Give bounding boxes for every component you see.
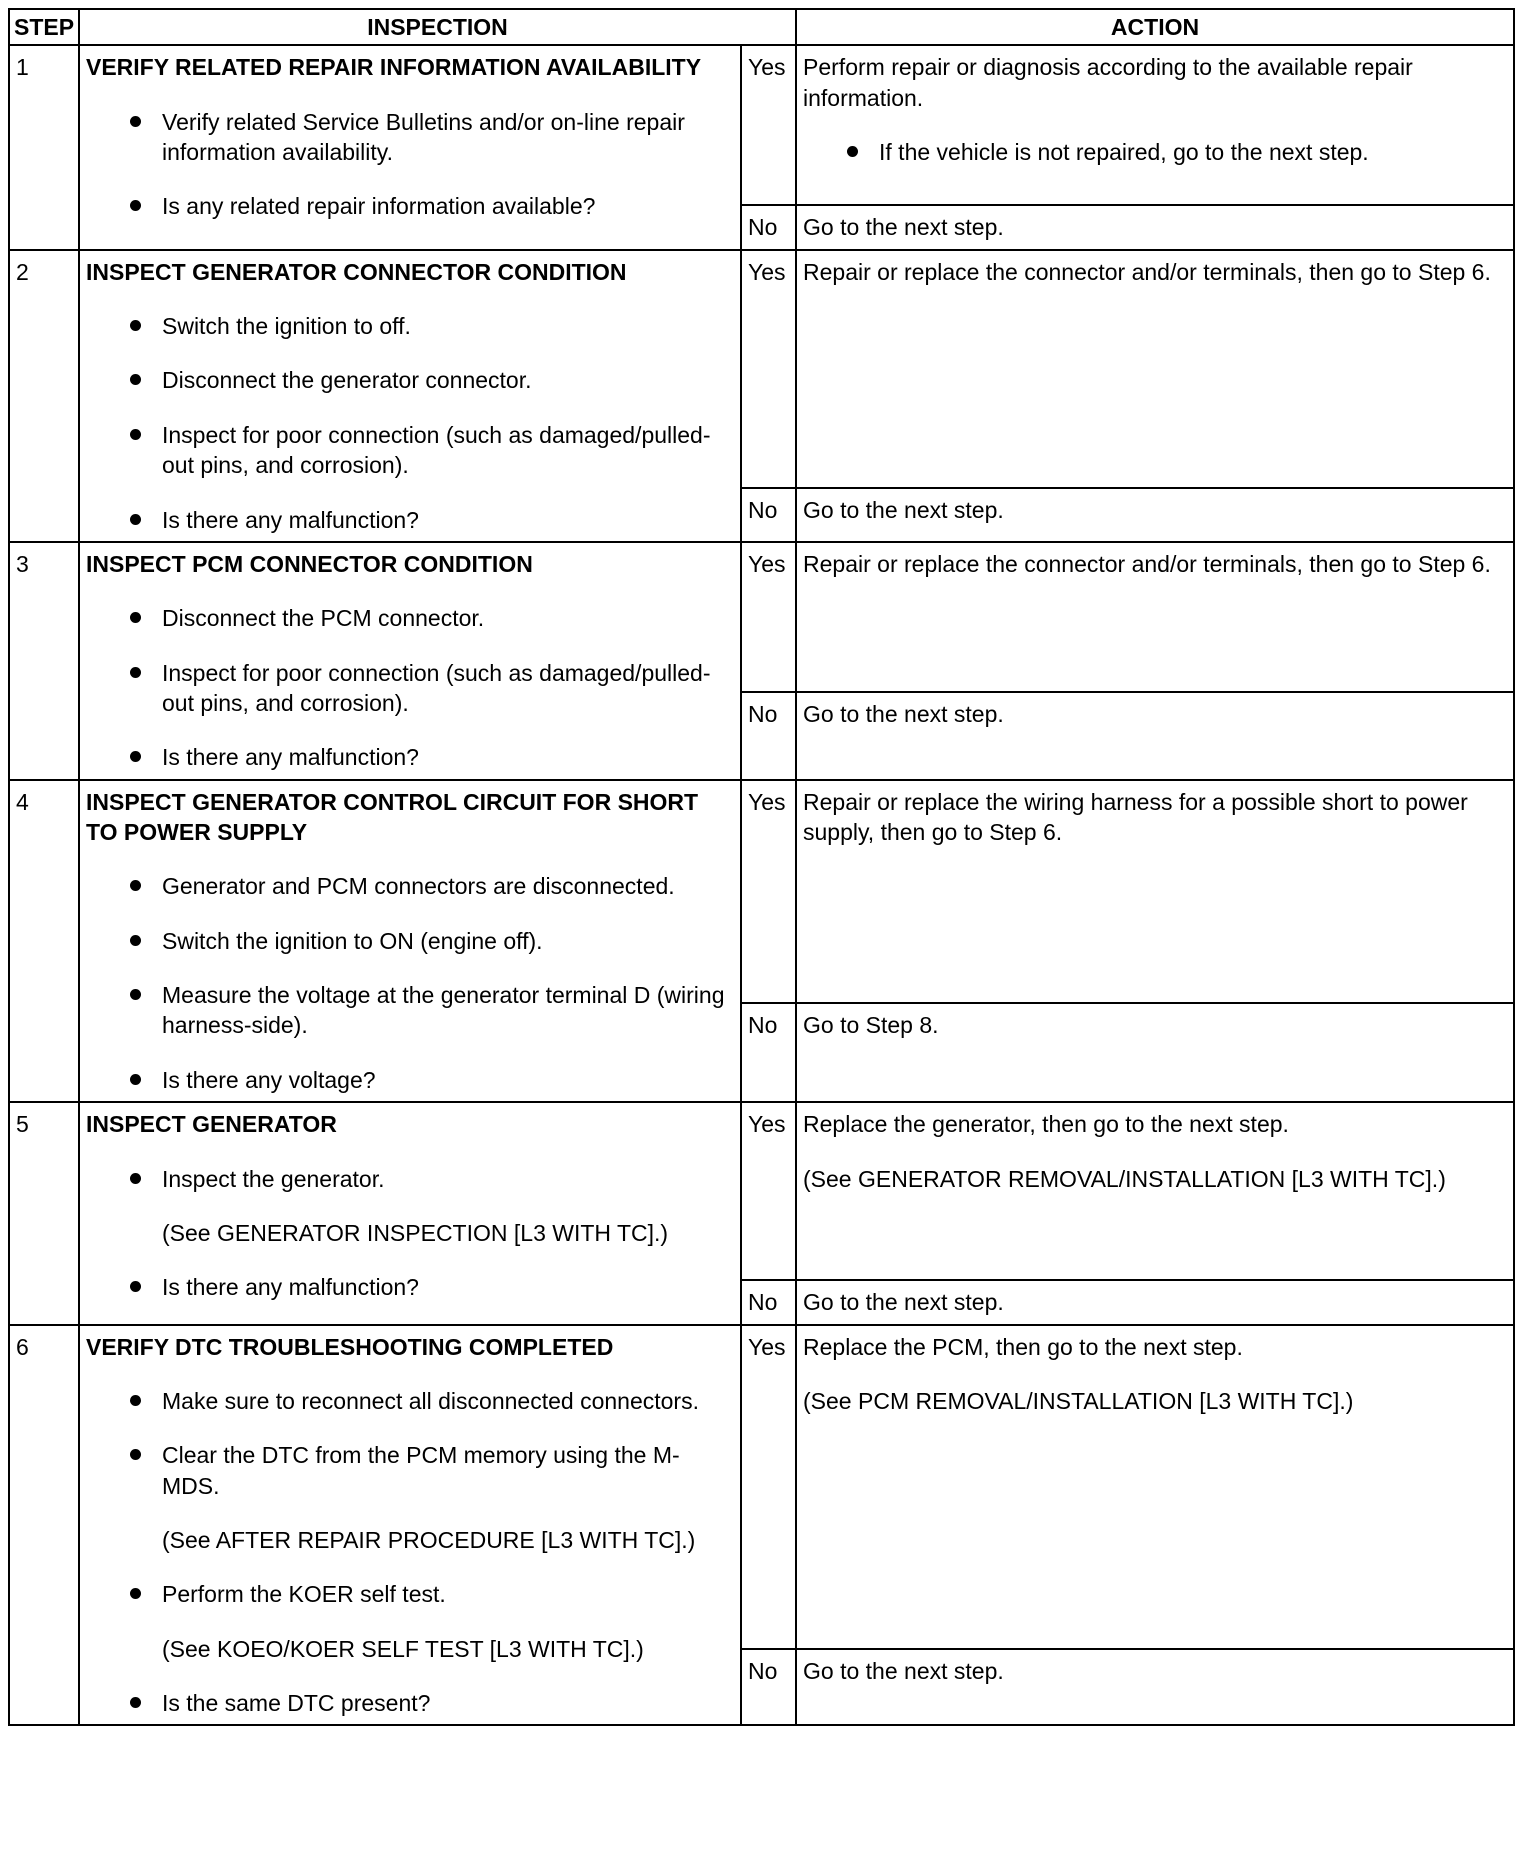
action-bullet: If the vehicle is not repaired, go to the next step.: [803, 137, 1507, 167]
no-label: No: [741, 1649, 796, 1726]
yes-action-text: Replace the PCM, then go to the next step.: [803, 1333, 1243, 1360]
inspection-bullet: Is the same DTC present?: [86, 1688, 734, 1718]
inspection-bullet: Generator and PCM connectors are disconnected.: [86, 871, 734, 901]
no-label: No: [741, 692, 796, 780]
step-3-yes-row: [9, 542, 1514, 692]
bullet-icon: [130, 429, 141, 440]
inspection-bullet: Inspect the generator.: [86, 1164, 734, 1194]
step-number: 6: [9, 1325, 79, 1726]
yes-label: Yes: [741, 45, 796, 205]
inspection-bullet: Make sure to reconnect all disconnected connectors.: [86, 1386, 734, 1416]
step-title: INSPECT GENERATOR CONNECTOR CONDITION: [86, 258, 627, 285]
reference-note: (See GENERATOR INSPECTION [L3 WITH TC].): [162, 1219, 669, 1246]
bullet-icon: [130, 1449, 141, 1460]
bullet-icon: [130, 1074, 141, 1085]
step-number: 1: [9, 45, 79, 249]
step-title: INSPECT GENERATOR CONTROL CIRCUIT FOR SHORT TO POWER SUPPLY: [86, 788, 699, 846]
yes-action: [796, 45, 1514, 205]
inspection-column-header: INSPECTION: [79, 9, 796, 45]
yes-label: Yes: [741, 1325, 796, 1649]
bullet-icon: [130, 200, 141, 211]
no-action: Go to Step 8.: [796, 1003, 1514, 1103]
step-number: 5: [9, 1102, 79, 1324]
inspection-bullet: Disconnect the generator connector.: [86, 365, 734, 395]
step-column-header: STEP: [9, 9, 79, 45]
step-inspection: [79, 780, 741, 1103]
step-title: VERIFY RELATED REPAIR INFORMATION AVAILABILITY: [86, 54, 702, 81]
no-action: Go to the next step.: [796, 488, 1514, 542]
bullet-icon: [130, 880, 141, 891]
no-label: No: [741, 205, 796, 249]
yes-action: Repair or replace the wiring harness for a possible short to power supply, then go to Step 6.: [796, 780, 1514, 1003]
bullet-icon: [130, 116, 141, 127]
inspection-bullet: Is there any malfunction?: [86, 505, 734, 535]
bullet-icon: [130, 1173, 141, 1184]
inspection-bullet: Disconnect the PCM connector.: [86, 603, 734, 633]
bullet-icon: [847, 146, 858, 157]
step-number: 3: [9, 542, 79, 780]
inspection-bullet: Switch the ignition to ON (engine off).: [86, 926, 734, 956]
reference-note: (See AFTER REPAIR PROCEDURE [L3 WITH TC].): [162, 1526, 696, 1553]
bullet-icon: [130, 1395, 141, 1406]
step-1-yes-row: [9, 45, 1514, 205]
inspection-bullet: Inspect for poor connection (such as damaged/pulled-out pins, and corrosion).: [86, 420, 734, 481]
inspection-bullet: Is there any voltage?: [86, 1065, 734, 1095]
inspection-bullet: Is there any malfunction?: [86, 742, 734, 772]
yes-action: Repair or replace the connector and/or terminals, then go to Step 6.: [796, 250, 1514, 488]
step-title: INSPECT GENERATOR: [86, 1111, 337, 1138]
bullet-icon: [130, 989, 141, 1000]
yes-label: Yes: [741, 1102, 796, 1280]
bullet-icon: [130, 935, 141, 946]
step-number: 2: [9, 250, 79, 542]
inspection-bullet: Inspect for poor connection (such as damaged/pulled-out pins, and corrosion).: [86, 658, 734, 719]
bullet-icon: [130, 1588, 141, 1599]
reference-note: (See KOEO/KOER SELF TEST [L3 WITH TC].): [162, 1635, 644, 1662]
step-inspection: [79, 45, 741, 249]
step-2-yes-row: [9, 250, 1514, 488]
yes-action-text: Replace the generator, then go to the next step.: [803, 1111, 1289, 1138]
bullet-icon: [130, 514, 141, 525]
no-action: Go to the next step.: [796, 1649, 1514, 1726]
action-column-header: ACTION: [796, 9, 1514, 45]
yes-action: [796, 1325, 1514, 1649]
yes-label: Yes: [741, 250, 796, 488]
no-action: Go to the next step.: [796, 692, 1514, 780]
bullet-icon: [130, 612, 141, 623]
yes-action: [796, 1102, 1514, 1280]
step-inspection: [79, 250, 741, 542]
yes-action-reference: (See PCM REMOVAL/INSTALLATION [L3 WITH TC].): [803, 1387, 1354, 1414]
no-action: Go to the next step.: [796, 205, 1514, 249]
no-label: No: [741, 1280, 796, 1324]
inspection-bullet: Verify related Service Bulletins and/or on-line repair information availability.: [86, 107, 734, 168]
inspection-bullet: Perform the KOER self test.: [86, 1579, 734, 1609]
table-header-row: [9, 9, 1514, 45]
yes-label: Yes: [741, 542, 796, 692]
bullet-icon: [130, 374, 141, 385]
yes-action-reference: (See GENERATOR REMOVAL/INSTALLATION [L3 WITH TC].): [803, 1165, 1446, 1192]
no-label: No: [741, 488, 796, 542]
diagnostic-procedure-table: [8, 8, 1515, 1726]
inspection-bullet: Is any related repair information available?: [86, 191, 734, 221]
yes-action: Repair or replace the connector and/or terminals, then go to Step 6.: [796, 542, 1514, 692]
bullet-icon: [130, 1697, 141, 1708]
step-title: INSPECT PCM CONNECTOR CONDITION: [86, 550, 533, 577]
inspection-bullet: Clear the DTC from the PCM memory using the M-MDS.: [86, 1440, 734, 1501]
step-6-yes-row: [9, 1325, 1514, 1649]
inspection-bullet: Switch the ignition to off.: [86, 311, 734, 341]
bullet-icon: [130, 751, 141, 762]
step-inspection: [79, 1325, 741, 1726]
step-inspection: [79, 542, 741, 780]
inspection-bullet: Is there any malfunction?: [86, 1272, 734, 1302]
step-inspection: [79, 1102, 741, 1324]
no-label: No: [741, 1003, 796, 1103]
step-title: VERIFY DTC TROUBLESHOOTING COMPLETED: [86, 1333, 614, 1360]
step-number: 4: [9, 780, 79, 1103]
inspection-bullet: Measure the voltage at the generator terminal D (wiring harness-side).: [86, 980, 734, 1041]
bullet-icon: [130, 667, 141, 678]
bullet-icon: [130, 320, 141, 331]
step-5-yes-row: [9, 1102, 1514, 1280]
yes-label: Yes: [741, 780, 796, 1003]
bullet-icon: [130, 1281, 141, 1292]
step-4-yes-row: [9, 780, 1514, 1003]
no-action: Go to the next step.: [796, 1280, 1514, 1324]
yes-action-text: Perform repair or diagnosis according to the available repair information.: [803, 54, 1413, 111]
